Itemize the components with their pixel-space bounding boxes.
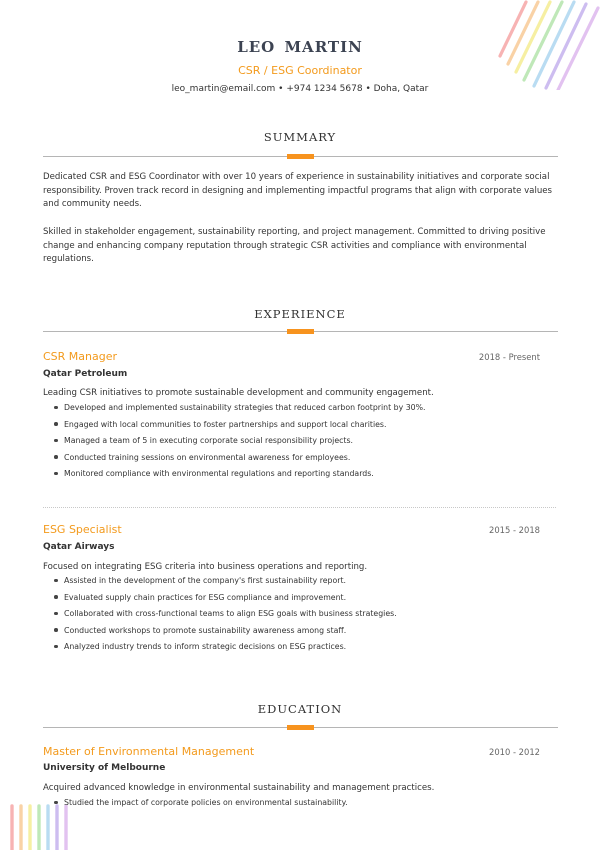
job-date: 2018 - Present (478, 352, 540, 362)
job-summary: Leading CSR initiatives to promote sustainable development and community engagement. (43, 388, 434, 398)
job-title: ESG Specialist (43, 523, 122, 536)
school-name: University of Melbourne (43, 763, 166, 773)
job-bullet-list (53, 575, 397, 658)
list-item: Managed a team of 5 in executing corporate social responsibility projects. (53, 435, 426, 452)
summary-heading: SUMMARY (263, 130, 337, 144)
education-bullet-list (53, 797, 348, 814)
list-item: Collaborated with cross-functional teams to align ESG goals with business strategies. (53, 608, 397, 625)
list-item: Conducted training sessions on environmental awareness for employees. (53, 452, 426, 469)
list-item: Assisted in the development of the company's first sustainability report. (53, 575, 397, 592)
job-date: 2015 - 2018 (489, 525, 540, 535)
list-item: Monitored compliance with environmental regulations and reporting standards. (53, 468, 426, 485)
company-name: Qatar Petroleum (43, 369, 128, 379)
list-item: Studied the impact of corporate policies on environmental sustainability. (53, 797, 348, 814)
education-heading: EDUCATION (257, 702, 343, 716)
list-item: Engaged with local communities to foster partnerships and support local charities. (53, 419, 426, 436)
company-name: Qatar Airways (43, 542, 115, 552)
list-item: Developed and implemented sustainability strategies that reduced carbon footprint by 30%. (53, 402, 426, 419)
summary-paragraph: Dedicated CSR and ESG Coordinator with over 10 years of experience in sustainability initiatives and corporate social responsibility. Proven track record in designing and implementing impactful programs that align with corporate values and community needs. (43, 172, 553, 209)
section-accent-mark (287, 154, 314, 159)
degree-title: Master of Environmental Management (43, 745, 255, 758)
job-bullet-list (53, 402, 426, 485)
experience-heading: EXPERIENCE (254, 307, 346, 321)
job-separator (43, 507, 556, 508)
job-title: CSR Manager (43, 350, 118, 363)
education-summary: Acquired advanced knowledge in environmental sustainability and management practices. (43, 783, 435, 793)
contact-line: leo_martin@email.com • +974 1234 5678 • Doha, Qatar (171, 84, 429, 94)
summary-paragraph: Skilled in stakeholder engagement, sustainability reporting, and project management. Committed to driving positive change and enhancing company reputation through strategic CSR activities and compliance with environmental regulations. (43, 227, 546, 264)
section-accent-mark (287, 329, 314, 334)
list-item: Analyzed industry trends to inform strategic decisions on ESG practices. (53, 641, 397, 658)
section-accent-mark (287, 725, 314, 730)
list-item: Conducted workshops to promote sustainability awareness among staff. (53, 625, 397, 642)
education-date: 2010 - 2012 (489, 747, 540, 757)
candidate-role: CSR / ESG Coordinator (238, 64, 362, 77)
job-summary: Focused on integrating ESG criteria into business operations and reporting. (43, 562, 368, 572)
candidate-name: LEO MARTIN (237, 38, 363, 56)
list-item: Evaluated supply chain practices for ESG compliance and improvement. (53, 592, 397, 609)
